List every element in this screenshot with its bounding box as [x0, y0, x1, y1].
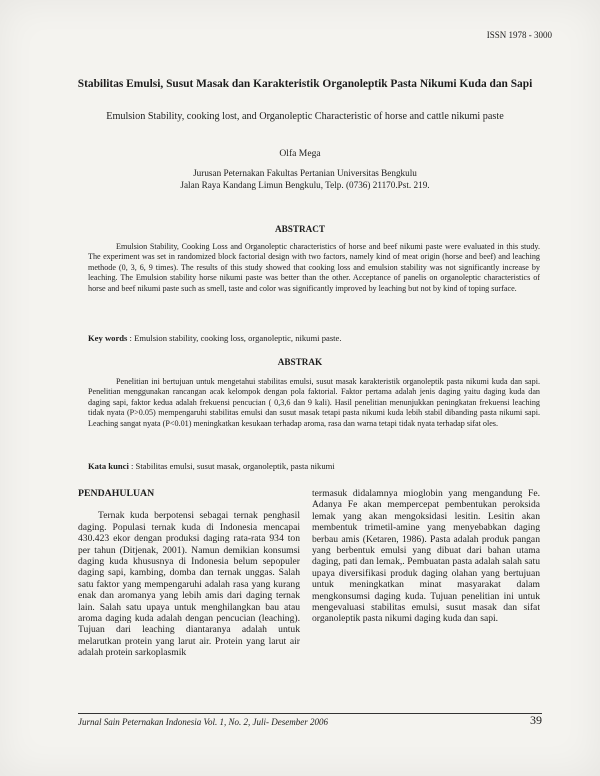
- paper-subtitle: Emulsion Stability, cooking lost, and Organoleptic Characteristic of horse and cattle nikumi paste: [106, 111, 504, 122]
- body-column-left: [78, 488, 300, 659]
- keywords-text: : Emulsion stability, cooking loss, organoleptic, nikumi paste.: [129, 333, 342, 343]
- kata-kunci-label: Kata kunci: [88, 461, 129, 471]
- abstrak-body: [88, 377, 540, 429]
- abstrak-paragraph: Penelitian ini bertujuan untuk mengetahui stabilitas emulsi, susut masak karakteristik organoleptik pasta nikumi kuda dan sapi. Penelitian menggunakan rancangan acak kelompok dengan pola faktorial. Faktor pertama adalah jenis daging yaitu daging kuda dan daging sapi, faktor kedua adalah frekuensi pencucian ( 0,3,6 dan 9 kali). Hasil penelitian menunjukkan peningkatan frekuensi leaching tidak nyata (P>0.05) mempengaruhi stabilitas emulsi dan susut masak tetapi pasta nikumi kuda lebih stabil dibanding pasta nikumi sapi. Leaching sangat nyata (P<0.01) meningkatkan kesukaan terhadap aroma, rasa dan warna tetapi tidak nyata terhadap sifat oles.: [88, 377, 540, 428]
- abstract-body: [88, 242, 540, 294]
- footer-divider: [78, 713, 542, 714]
- abstract-paragraph: Emulsion Stability, Cooking Loss and Organoleptic characteristics of horse and beef nikumi paste were evaluated in this study. The experiment was set in randomized block factorial design with two factors, namely kind of meat origin (horse and beef) and leaching methode (0, 3, 6, 9 times). The results of this study showed that cooking loss and emulsion stability was not significantly increase by leaching. The Emulsion stability horse nikumi paste was better than the other. Acceptance of panelis on organoleptic characteristics of horse and beef nikumi paste such as smell, taste and color was significantly improved by leaching but not by kind of toping surface.: [88, 242, 540, 293]
- abstract-heading: ABSTRACT: [274, 224, 326, 234]
- abstrak-keywords: [88, 461, 540, 471]
- section-heading-pendahuluan: PENDAHULUAN: [78, 488, 155, 499]
- affiliation-line-1: Jurusan Peternakan Fakultas Pertanian Universitas Bengkulu: [193, 168, 417, 178]
- body-paragraph-right: termasuk didalamnya mioglobin yang mengandung Fe. Adanya Fe akan mempercepat pembentukan peroksida lemak yang akan mengoksidasi lesitin. Lesitin akan membentuk trimetil-amine yang menyebabkan daging berbau amis (Ketaren, 1986). Pasta adalah produk pangan yang berbentuk emulsi yang dibuat dari bahan utama daging, pati dan lemak,. Pembuatan pasta adalah salah satu upaya diversifikasi produk daging olahan yang bertujuan untuk meningkatkan minat masyarakat dalam mengkonsumsi daging kuda. Tujuan penelitian ini untuk mengevaluasi stabilitas emulsi, susut masak dan sifat organoleptik pasta nikumi daging kuda dan sapi.: [312, 488, 540, 625]
- paper-title: Stabilitas Emulsi, Susut Masak dan Karakteristik Organoleptik Pasta Nikumi Kuda dan Sapi: [77, 78, 533, 90]
- affiliation-line-2: Jalan Raya Kandang Limun Bengkulu, Telp. (0736) 21170.Pst. 219.: [180, 180, 430, 190]
- kata-kunci-text: : Stabilitas emulsi, susut masak, organoleptik, pasta nikumi: [131, 461, 335, 471]
- abstract-keywords: [88, 333, 540, 343]
- body-column-right: [312, 488, 540, 625]
- page-number: 39: [530, 713, 542, 727]
- body-paragraph-left: Ternak kuda berpotensi sebagai ternak penghasil daging. Populasi ternak kuda di Indonesia mencapai 430.423 ekor dengan produksi daging rata-rata 934 ton per tahun (Ditjenak, 2001). Namun demikian konsumsi daging kuda khususnya di Indonesia belum sepopuler daging sapi, kambing, domba dan ternak unggas. Salah satu faktor yang mempengaruhi adalah rasa yang kurang enak dan aromanya yang lebih amis dari daging ternak lain. Salah satu upaya untuk menghilangkan bau atau aroma daging kuda adalah dengan pencucian (leaching). Tujuan dari leaching diantaranya adalah untuk melarutkan protein yang larut air. Protein yang larut air adalah protein sarkoplasmik: [78, 510, 300, 659]
- issn-label: ISSN 1978 - 3000: [486, 30, 552, 40]
- abstrak-heading: ABSTRAK: [277, 357, 323, 367]
- keywords-label: Key words: [88, 333, 128, 343]
- journal-citation: Jurnal Sain Peternakan Indonesia Vol. 1, No. 2, Juli- Desember 2006: [78, 717, 328, 727]
- author-affiliation: [80, 167, 530, 191]
- author-name: Olfa Mega: [279, 148, 321, 159]
